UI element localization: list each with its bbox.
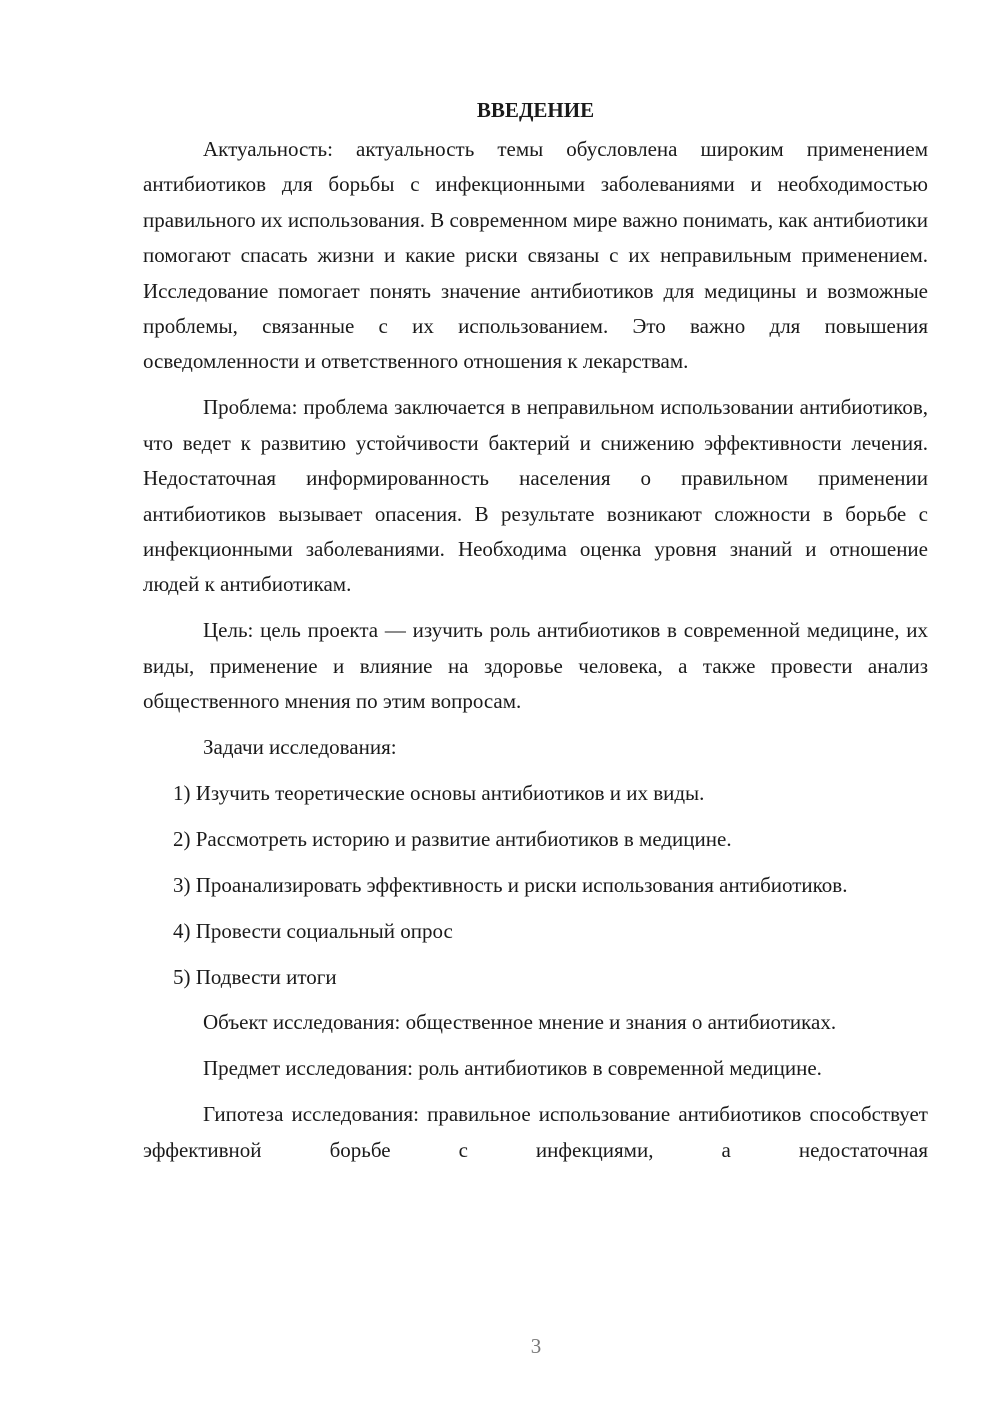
- hypothesis-paragraph: Гипотеза исследования: правильное использование антибиотиков способствует эффективной борьбе с инфекциями, а недостаточная: [143, 1102, 928, 1162]
- document-page: [143, 92, 928, 1179]
- task-item-3: 3) Проанализировать эффективность и риски использования антибиотиков.: [173, 872, 848, 897]
- task-item-2: 2) Рассмотреть историю и развитие антибиотиков в медицине.: [173, 826, 732, 851]
- tasks-heading: Задачи исследования:: [203, 735, 397, 759]
- task-item-1: 1) Изучить теоретические основы антибиотиков и их виды.: [173, 780, 705, 805]
- problem-paragraph: Проблема: проблема заключается в неправильном использовании антибиотиков, что ведет к развитию устойчивости бактерий и снижению эффективности лечения. Недостаточная информированность населения о правильном применении антибиотиков вызывает опасения. В результате возникают сложности в борьбе с инфекционными заболеваниями. Необходима оценка уровня знаний и отношение людей к антибиотикам.: [143, 395, 928, 597]
- subject-paragraph: Предмет исследования: роль антибиотиков в современной медицине.: [203, 1056, 822, 1081]
- task-item-4: 4) Провести социальный опрос: [173, 918, 453, 943]
- task-item-5: 5) Подвести итоги: [173, 964, 337, 989]
- relevance-paragraph: Актуальность: актуальность темы обусловлена широким применением антибиотиков для борьбы с инфекционными заболеваниями и необходимостью правильного их использования. В современном мире важно понимать, как антибиотики помогают спасать жизни и какие риски связаны с их неправильным применением. Исследование помогает понять значение антибиотиков для медицины и возможные проблемы, связанные с их использованием. Это важно для повышения осведомленности и ответственного отношения к лекарствам.: [143, 137, 928, 374]
- section-title: ВВЕДЕНИЕ: [476, 98, 595, 122]
- page-number: 3: [530, 1334, 542, 1358]
- goal-paragraph: Цель: цель проекта — изучить роль антибиотиков в современной медицине, их виды, применение и влияние на здоровье человека, а также провести анализ общественного мнения по этим вопросам.: [143, 618, 928, 714]
- object-paragraph: Объект исследования: общественное мнение и знания о антибиотиках.: [203, 1010, 837, 1035]
